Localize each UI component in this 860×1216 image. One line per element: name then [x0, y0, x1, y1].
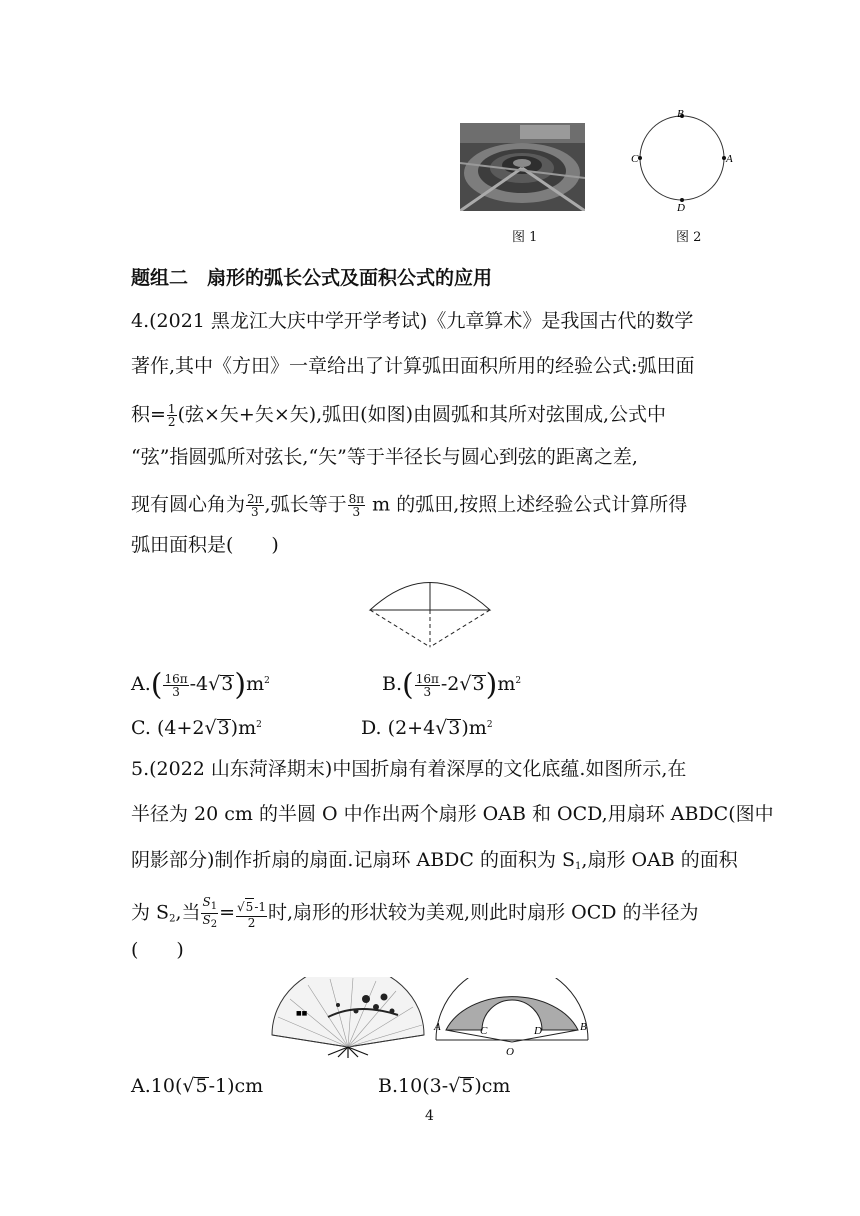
q5-line-4 [131, 896, 699, 931]
circle-label-c: C [631, 153, 639, 165]
option-suffix: -1)cm [208, 1075, 264, 1097]
q4-line-4: “弦”指圆弧所对弦长,“矢”等于半径长与圆心到弦的距离之差, [131, 446, 638, 468]
q4-line-5 [131, 493, 687, 518]
option-suffix: )cm [474, 1075, 511, 1097]
option-middle: -4 [189, 673, 209, 695]
radicand: 5 [461, 1075, 474, 1097]
option-fraction [163, 673, 188, 698]
option-label: B. [382, 673, 403, 695]
fraction-denominator: 3 [423, 684, 432, 699]
fan-label-a: A [434, 1021, 441, 1033]
left-paren: ( [150, 667, 163, 703]
fan-label-b: B [580, 1021, 587, 1033]
subscript: 1 [210, 901, 218, 912]
q4-option-d: D. $(2+4√3)m^2$ [361, 717, 493, 739]
q4-option-c: C. $(4+2√3)m^2$ [131, 717, 262, 739]
option-suffix: )m [230, 717, 257, 739]
exponent: 2 [256, 720, 262, 730]
garden-photo-image [460, 123, 585, 211]
unit: m [246, 673, 265, 695]
circle-label-a: A [726, 153, 733, 165]
circle-label-d: D [677, 202, 685, 212]
radicand: 3 [472, 673, 485, 695]
right-paren: ) [234, 667, 247, 703]
fraction-denominator: 3 [172, 684, 180, 699]
fraction-denominator [201, 914, 218, 931]
q4-line-1: 4.(2021 黑龙江大庆中学开学考试)《九章算术》是我国古代的数学 [131, 310, 694, 332]
arc-field-figure [365, 565, 495, 651]
option-label: B. [378, 1075, 399, 1097]
option-label: A. [131, 673, 151, 695]
figure-2-caption: 图 2 [676, 230, 702, 245]
fraction-numerator: 1 [167, 402, 176, 416]
left-paren: ( [402, 667, 414, 703]
fraction-denominator: 3 [250, 505, 259, 519]
q5-line-3-end: ,扇形 OAB 的面积 [581, 849, 738, 871]
q5-line-5: ( ) [131, 939, 184, 961]
option-label: D. [361, 717, 382, 739]
fan-ring-diagram [430, 978, 600, 1060]
figure-1-caption: 图 1 [512, 230, 538, 245]
q4-line-5-end: m 的弧田,按照上述经验公式计算所得 [366, 493, 688, 516]
q5-line-3-start: 阴影部分)制作折扇的扇面.记扇环 ABDC 的面积为 S [131, 849, 576, 871]
q5-option-b: B.10(3-√5)cm [378, 1075, 511, 1097]
radicand: 3 [217, 717, 230, 739]
fraction-denominator: 3 [352, 505, 361, 519]
option-prefix: (4+2 [156, 717, 205, 739]
fan-label-o: O [506, 1046, 514, 1058]
q4-line-3-rest: (弦×矢+矢×矢),弧田(如图)由圆弧和其所对弦围成,公式中 [177, 403, 667, 426]
q4-option-a: A.( $\frac{16\pi}{3}$ $-4√3)m^2$ [131, 667, 270, 703]
q5-line-4-when: ,当 [175, 901, 201, 924]
fraction-numerator [201, 896, 218, 914]
page-number: 4 [425, 1108, 434, 1124]
fraction-denominator: 2 [247, 916, 256, 930]
q4-line-5-start: 现有圆心角为 [131, 493, 246, 516]
golden-ratio-fraction [236, 898, 267, 929]
radicand: 3 [448, 717, 461, 739]
exponent: 2 [264, 676, 270, 686]
exponent: 2 [515, 676, 522, 686]
option-prefix: 10(3- [398, 1075, 449, 1097]
q5-option-a: A.10(√5-1)cm [131, 1075, 264, 1097]
fraction-numerator: 16π [415, 671, 439, 686]
fraction-numerator: 8π [348, 492, 365, 506]
folding-fan-picture [268, 977, 428, 1059]
fan-label-c: C [480, 1025, 488, 1037]
q4-option-b: B.( $\frac{16\pi}{3}$ $-2√3)m^2$ [382, 667, 522, 703]
ratio-fraction [201, 896, 218, 931]
q4-arc-fraction [348, 493, 366, 518]
fraction-numerator: √5-1 [236, 898, 267, 917]
fraction-denominator: 2 [167, 415, 176, 429]
circle-label-b: B [677, 108, 684, 120]
q4-line-2: 著作,其中《方田》一章给出了计算弧田面积所用的经验公式:弧田面 [131, 355, 695, 377]
equals-sign: = [219, 901, 236, 924]
option-label: C. [131, 717, 151, 739]
section-title: 题组二 扇形的弧长公式及面积公式的应用 [131, 267, 493, 289]
fan-calligraphy: ■■ [296, 1010, 308, 1017]
option-middle: -2 [440, 673, 460, 695]
subscript: 1 [575, 861, 582, 872]
radicand: 5 [195, 1075, 208, 1097]
figure-2-circle [630, 108, 740, 212]
q4-line-3 [131, 403, 666, 428]
q5-line-4-start: 为 S [131, 901, 170, 924]
q5-line-4-end: 时,扇形的形状较为美观,则此时扇形 OCD 的半径为 [268, 901, 699, 924]
s-symbol: S [202, 913, 211, 927]
figure-1-photo [460, 123, 585, 211]
option-suffix: )m [461, 717, 487, 739]
radicand: 3 [221, 673, 234, 695]
subscript: 2 [169, 913, 176, 925]
q5-line-2: 半径为 20 cm 的半圆 O 中作出两个扇形 OAB 和 OCD,用扇环 ABDC(图中 [131, 803, 774, 825]
right-paren: ) [485, 667, 498, 703]
q4-line-6: 弧田面积是( ) [131, 534, 279, 556]
option-prefix: (2+4 [387, 717, 436, 739]
fraction-numerator: 2π [247, 492, 263, 506]
fraction-numerator: 16π [164, 671, 188, 686]
option-prefix: 10( [150, 1075, 183, 1097]
q4-line-5-mid: ,弧长等于 [264, 493, 347, 516]
exponent: 2 [486, 720, 493, 730]
q4-half-fraction [167, 403, 177, 428]
subscript: 2 [210, 919, 218, 930]
s-symbol: S [202, 895, 211, 909]
unit: m [497, 673, 516, 695]
q5-line-1: 5.(2022 山东菏泽期末)中国折扇有着深厚的文化底蕴.如图所示,在 [131, 758, 687, 780]
radicand: 5 [245, 900, 254, 914]
option-label: A. [131, 1075, 151, 1097]
numerator-suffix: -1 [254, 900, 267, 914]
q5-line-3 [131, 851, 738, 876]
option-fraction [415, 673, 440, 698]
q4-line-3-start: 积= [131, 403, 166, 426]
fan-label-d: D [534, 1025, 542, 1037]
q4-angle-fraction [246, 493, 264, 518]
